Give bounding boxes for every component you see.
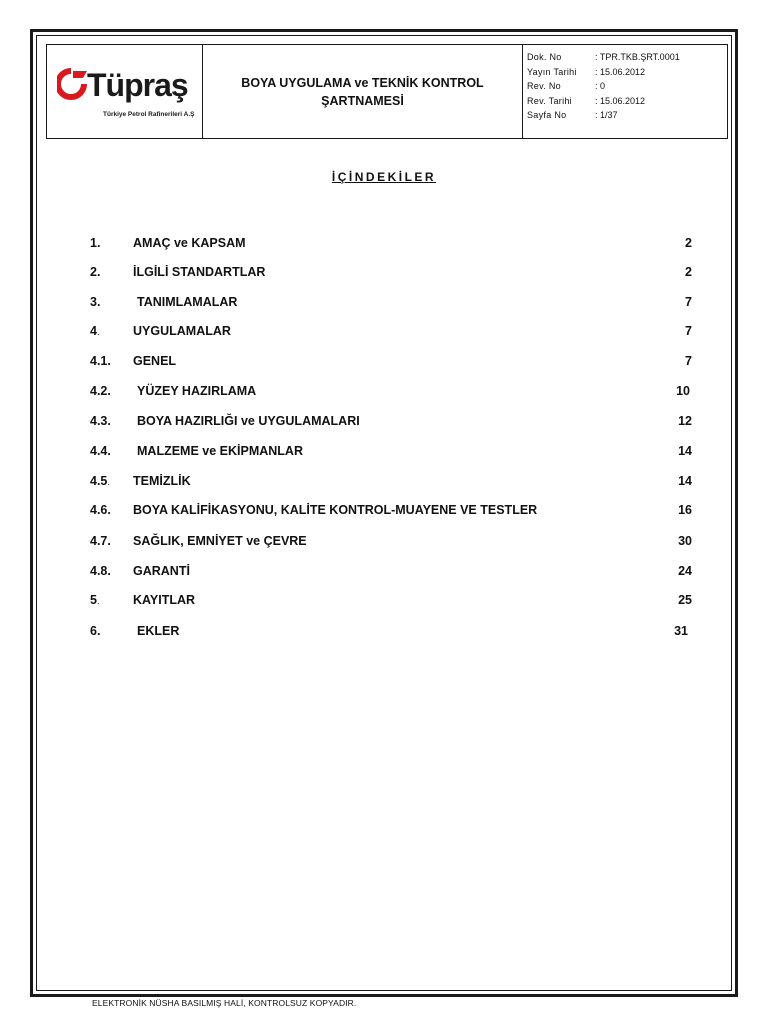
- toc-item-page: 16: [678, 503, 692, 517]
- meta-label: Rev. Tarihi: [527, 95, 572, 106]
- meta-row-rev-no: [527, 79, 727, 94]
- toc-item-number: 2.: [90, 265, 101, 279]
- logo-wordmark: Tüpraş: [87, 67, 188, 103]
- toc-item-title: MALZEME ve EKİPMANLAR: [137, 444, 303, 458]
- toc-item-title: İLGİLİ STANDARTLAR: [133, 265, 266, 279]
- toc-item-number: 4.7.: [90, 534, 111, 548]
- meta-label: Rev. No: [527, 81, 561, 91]
- toc-item-title: AMAÇ ve KAPSAM: [133, 236, 246, 250]
- toc-item-title: SAĞLIK, EMNİYET ve ÇEVRE: [133, 534, 307, 548]
- toc-item-title: GENEL: [133, 354, 177, 368]
- toc-item-page: 14: [678, 444, 692, 458]
- toc-item[interactable]: [0, 534, 768, 552]
- meta-row-rev-date: [527, 94, 727, 109]
- toc-item[interactable]: [0, 324, 768, 342]
- toc-item-page: 14: [678, 474, 692, 488]
- toc-item-number: 3.: [90, 295, 101, 309]
- toc-item[interactable]: [0, 265, 768, 283]
- meta-row-publish-date: [527, 65, 727, 80]
- toc-item-number: 4.5.: [90, 474, 110, 488]
- meta-value: : 1/37: [595, 110, 618, 120]
- toc-item[interactable]: [0, 384, 768, 402]
- title-line-1: BOYA UYGULAMA ve TEKNİK KONTROL: [241, 75, 484, 90]
- toc-item-page: 7: [685, 324, 692, 338]
- toc-item-title: EKLER: [137, 624, 180, 638]
- toc-item-title: GARANTİ: [133, 564, 190, 578]
- toc-item[interactable]: [0, 474, 768, 492]
- toc-item-title: BOYA HAZIRLIĞI ve UYGULAMALARI: [137, 414, 360, 428]
- toc-item-page: 7: [685, 354, 692, 368]
- toc-item-number: 4.1.: [90, 354, 111, 368]
- tupras-logo: [57, 65, 207, 105]
- meta-row-page-no: [527, 108, 727, 123]
- toc-item-number: 4.8.: [90, 564, 111, 578]
- toc-item[interactable]: [0, 414, 768, 432]
- toc-item-title: TEMİZLİK: [133, 474, 191, 488]
- toc-item[interactable]: [0, 295, 768, 313]
- toc-item-number: 4.4.: [90, 444, 111, 458]
- toc-item-title: KAYITLAR: [133, 593, 196, 607]
- toc-item-number: 4.2.: [90, 384, 111, 398]
- toc-item-page: 25: [678, 593, 692, 607]
- document-header: [46, 44, 728, 139]
- toc-item-title: UYGULAMALAR: [133, 324, 231, 338]
- meta-value: : 15.06.2012: [595, 95, 646, 106]
- toc-title: İÇİNDEKİLER: [331, 170, 437, 184]
- title-line-2: ŞARTNAMESİ: [321, 93, 404, 108]
- toc-item-number: 4.3.: [90, 414, 111, 428]
- footer-notice: ELEKTRONİK NÜSHA BASILMIŞ HALİ, KONTROLSUZ KOPYADIR.: [92, 998, 357, 1008]
- toc-item-title: BOYA KALİFİKASYONU, KALİTE KONTROL-MUAYENE VE TESTLER: [133, 503, 538, 517]
- toc-item-title: TANIMLAMALAR: [137, 295, 238, 309]
- document-meta: [523, 45, 727, 138]
- toc-item[interactable]: [0, 236, 768, 254]
- toc-item-number: 4.6.: [90, 503, 111, 517]
- toc-item-page: 31: [674, 624, 688, 638]
- toc-item-page: 10: [676, 384, 690, 398]
- toc-item-page: 7: [685, 295, 692, 309]
- toc-item-number: 1.: [90, 236, 101, 250]
- logo-cell: [47, 45, 203, 138]
- meta-label: Sayfa No: [527, 110, 567, 120]
- toc-item[interactable]: [0, 444, 768, 462]
- toc-item-page: 2: [685, 236, 692, 250]
- document-title: [203, 45, 523, 138]
- meta-value: : TPR.TKB.ŞRT.0001: [595, 52, 680, 62]
- meta-label: Dok. No: [527, 52, 562, 62]
- meta-label: Yayın Tarihi: [527, 66, 577, 77]
- toc-item-page: 12: [678, 414, 692, 428]
- toc-item-page: 30: [678, 534, 692, 548]
- toc-item[interactable]: [0, 624, 768, 642]
- toc-item[interactable]: [0, 564, 768, 582]
- toc-item-page: 2: [685, 265, 692, 279]
- toc-item-title: YÜZEY HAZIRLAMA: [137, 384, 257, 398]
- meta-value: : 0: [595, 81, 606, 91]
- toc-item-number: 6.: [90, 624, 101, 638]
- toc-item-number: 5.: [90, 593, 100, 607]
- meta-value: : 15.06.2012: [595, 66, 646, 77]
- meta-row-doc-no: [527, 50, 727, 65]
- toc-item[interactable]: [0, 503, 768, 521]
- toc-item[interactable]: [0, 354, 768, 372]
- logo-subtitle: Türkiye Petrol Rafinerileri A.Ş: [103, 111, 195, 118]
- toc-item-page: 24: [678, 564, 692, 578]
- toc-item-number: 4.: [90, 324, 100, 338]
- toc-item[interactable]: [0, 593, 768, 611]
